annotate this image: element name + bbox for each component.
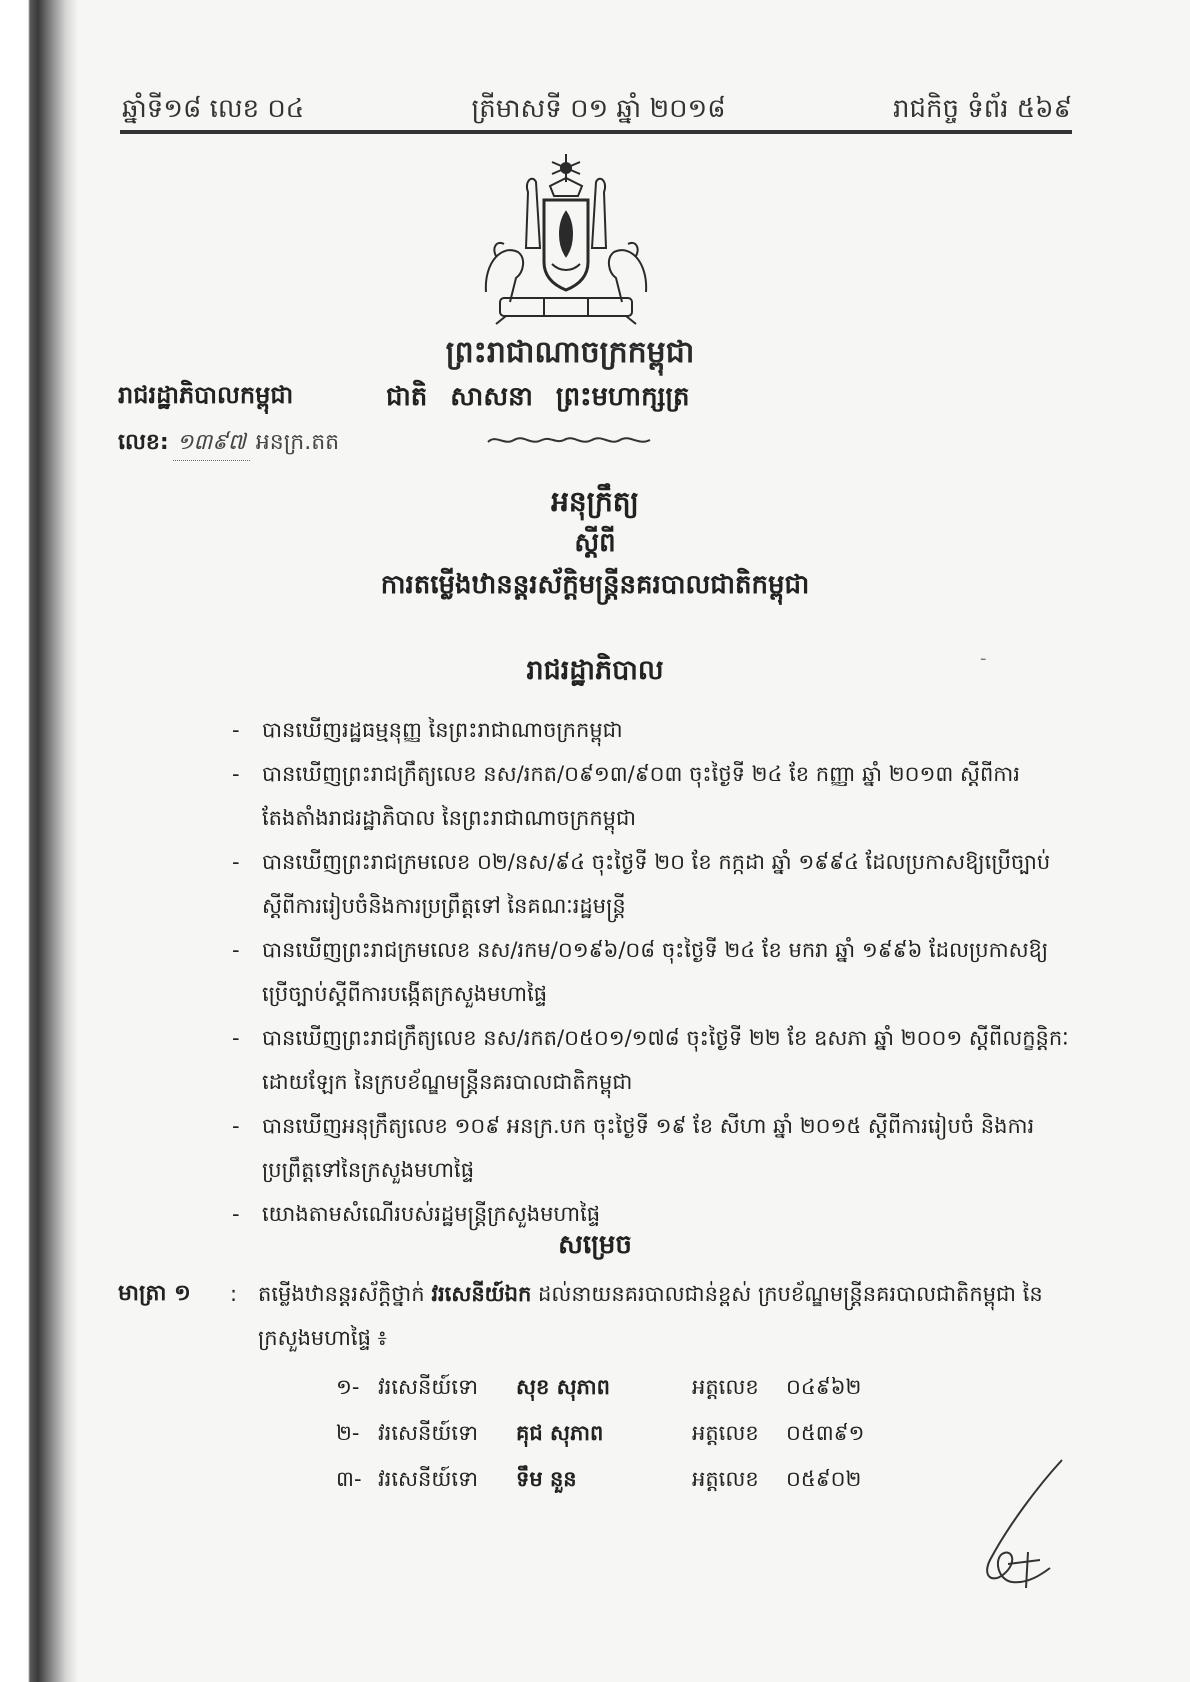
table-row [336,1364,1036,1410]
list-item-text: បានឃើញអនុក្រឹត្យលេខ ១០៩ អនក្រ.បក ចុះថ្ងៃទី ១៩ ខែ សីហា ឆ្នាំ ២០១៥ ស្តីពីការរៀបចំ និងការប្រព្រឹត្តទៅនៃក្រសួងមហាផ្ទៃ [262,1114,1035,1182]
royal-coat-of-arms-icon [466,152,666,327]
government-name: រាជរដ្ឋាភិបាលកម្ពុជា [118,381,294,409]
list-item-text: បានឃើញរដ្ឋធម្មនុញ្ញ នៃព្រះរាជាណាចក្រកម្ពុជា [262,718,623,742]
government-heading: រាជរដ្ឋាភិបាល [526,655,664,686]
officer-name: គុជ សុភាព [516,1421,604,1445]
table-row [336,1410,1036,1456]
decree-subject: ការតម្លើងឋានន្តរស័ក្តិមន្ត្រីនគរបាលជាតិកម្ពុជា [380,570,810,600]
number-suffix: អនក្រ.តត [255,430,340,455]
list-dash: - [232,850,240,874]
list-item [232,840,1072,928]
list-dash: - [232,938,240,962]
list-item [232,928,1072,1016]
list-dash: - [232,1114,240,1138]
list-item [232,1104,1072,1192]
national-motto: ជាតិ សាសនា ព្រះមហាក្សត្រ [386,382,690,412]
officer-rank: វរសេនីយ៍ទោ [378,1421,478,1445]
decree-title: អនុក្រឹត្យ [551,485,639,518]
header-rule [120,130,1072,134]
officer-id-label: អត្តលេខ [692,1467,759,1491]
article-1 [118,1272,1078,1360]
officer-name: ទឹម នួន [516,1467,577,1491]
officer-id-label: អត្តលេខ [692,1421,759,1445]
list-item-text: យោងតាមសំណើរបស់រដ្ឋមន្ត្រីក្រសួងមហាផ្ទៃ [262,1202,601,1226]
officer-name: សុខ សុភាព [516,1375,610,1399]
gazette-header [122,84,1072,130]
document-number [118,428,339,461]
ornament-divider-icon [484,432,654,448]
decree-about: ស្តីពី [574,528,616,558]
list-item [232,752,1072,840]
scan-edge [0,0,78,1682]
list-dash: - [232,718,240,742]
officer-id: ០៤៩៦២ [786,1375,862,1399]
officer-id: ០៥៩០២ [786,1467,862,1491]
officer-id: ០៥៣៩១ [786,1421,865,1445]
list-dash: - [232,762,240,786]
gazette-quarter: ត្រីមាសទី ០១ ឆ្នាំ ២០១៨ [471,94,726,124]
margin-mark: - [980,648,987,669]
gazette-page: រាជកិច្ច ទំព័រ ៥៦៩ [892,94,1072,124]
article-text-after: ដល់នាយនគរបាលជាន់ខ្ពស់ ក្របខ័ណ្ឌមន្ត្រីនគរបាលជាតិកម្ពុជា នៃក្រសួងមហាផ្ទៃ ៖ [258,1282,1043,1350]
article-text-before: តម្លើងឋានន្តរស័ក្តិថ្នាក់ [258,1282,425,1306]
officer-id-label: អត្តលេខ [692,1375,759,1399]
preamble-list [232,708,1072,1236]
list-item [232,1016,1072,1104]
article-label: មាត្រា ១ [118,1281,191,1306]
kingdom-title: ព្រះរាជាណាចក្រកម្ពុជា [445,335,695,370]
number-label: លេខ: [118,430,169,455]
article-body [258,1272,1078,1360]
officer-number: ១- [336,1375,360,1399]
list-dash: - [232,1202,240,1226]
list-item-text: បានឃើញព្រះរាជក្រឹត្យលេខ នស/រកត/០៥០១/១៧៨ ចុះថ្ងៃទី ២២ ខែ ឧសភា ឆ្នាំ ២០០១ ស្តីពីលក្ខន្តិកៈដោយឡែក នៃក្របខ័ណ្ឌមន្ត្រីនគរបាលជាតិកម្ពុជា [262,1026,1069,1094]
officer-number: ២- [336,1421,360,1445]
officer-list [336,1364,1036,1502]
table-row [336,1456,1036,1502]
officer-rank: វរសេនីយ៍ទោ [378,1375,478,1399]
article-rank: វរសេនីយ៍ឯក [431,1282,532,1306]
gazette-year-issue: ឆ្នាំទី១៨ លេខ ០៤ [122,94,305,124]
list-item-text: បានឃើញព្រះរាជក្រឹត្យលេខ នស/រកត/០៩១៣/៩០៣ ចុះថ្ងៃទី ២៤ ខែ កញ្ញា ឆ្នាំ ២០១៣ ស្តីពីការតែងតាំងរាជរដ្ឋាភិបាល នៃព្រះរាជាណាចក្រកម្ពុជា [262,762,1020,830]
list-item [232,708,1072,752]
article-colon: : [230,1282,238,1306]
officer-rank: វរសេនីយ៍ទោ [378,1467,478,1491]
list-dash: - [232,1026,240,1050]
number-value: ១៣៩៧ [173,428,250,461]
list-item-text: បានឃើញព្រះរាជក្រមលេខ នស/រកម/០១៩៦/០៨ ចុះថ្ងៃទី ២៤ ខែ មករា ឆ្នាំ ១៩៩៦ ដែលប្រកាសឱ្យប្រើច្បាប់ស្តីពីការបង្កើតក្រសួងមហាផ្ទៃ [262,938,1049,1006]
handwritten-signature-icon [968,1456,1078,1596]
officer-number: ៣- [336,1467,362,1491]
decides-heading: សម្រេច [558,1230,632,1260]
list-item-text: បានឃើញព្រះរាជក្រមលេខ ០២/នស/៩៤ ចុះថ្ងៃទី ២០ ខែ កក្កដា ឆ្នាំ ១៩៩៤ ដែលប្រកាសឱ្យប្រើច្បាប់ស្តីពីការរៀបចំនិងការប្រព្រឹត្តទៅ នៃគណៈរដ្ឋមន្ត្រី [262,850,1051,918]
